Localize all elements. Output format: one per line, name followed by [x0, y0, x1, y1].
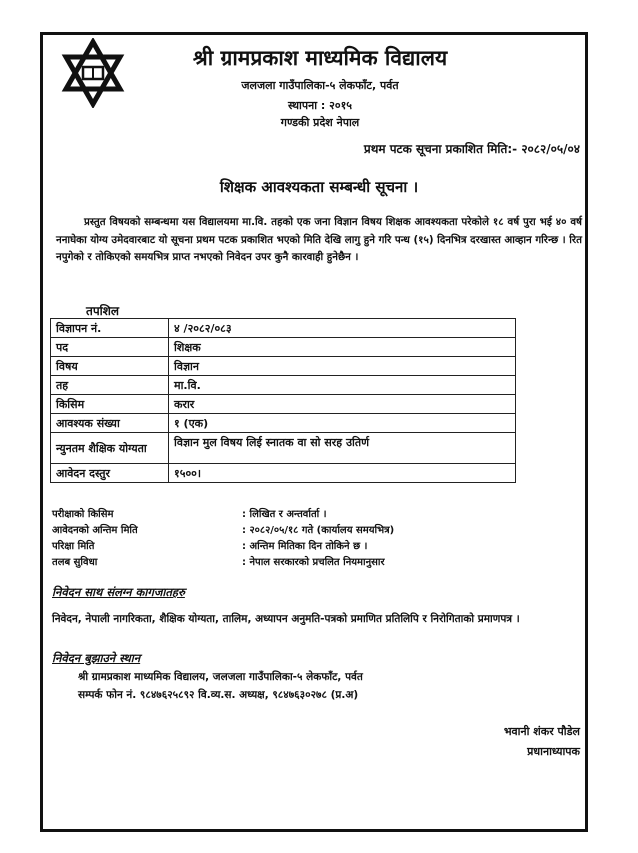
publication-date: [364, 140, 580, 157]
signatory-name: भवानी शंकर पौडेल: [503, 725, 580, 738]
established-year: स्थापना : २०१५: [287, 99, 353, 112]
detail-key: तह: [51, 376, 169, 395]
documents-title: निवेदन साथ संलग्न कागजातहरु: [52, 585, 185, 599]
table-row: [51, 376, 516, 395]
extra-label: परीक्षाको किसिम: [52, 509, 114, 520]
detail-key: पद: [51, 338, 169, 357]
notice-title: शिक्षक आवश्यकता सम्बन्धी सूचना ।: [219, 178, 419, 196]
table-row: [51, 338, 516, 357]
extra-label: परिक्षा मिति: [52, 541, 95, 552]
publication-label: प्रथम पटक सूचना प्रकाशित मिति:-: [363, 142, 518, 156]
publication-date-value: २०८२/०५/०४: [521, 142, 580, 156]
submission-contact: सम्पर्क फोन नं. ९८४७६२५८९२ वि.व्य.स. अध्यक्ष, ९८४७६३०२७८ (प्र.अ): [78, 689, 359, 701]
extra-value: : अन्तिम मितिका दिन तोकिने छ ।: [242, 541, 368, 552]
school-logo-star-icon: [58, 38, 128, 108]
table-row: [51, 464, 516, 483]
detail-key: विषय: [51, 357, 169, 376]
detail-value: करार: [169, 395, 516, 414]
extra-label: तलब सुविधा: [52, 557, 98, 568]
school-address: जलजला गाउँपालिका-५ लेकफाँट, पर्वत: [241, 79, 399, 92]
province: गण्डकी प्रदेश नेपाल: [280, 116, 360, 129]
signatory-title: प्रधानाध्यापक: [527, 745, 580, 758]
detail-value: मा.वि.: [169, 376, 516, 395]
table-row: [51, 433, 516, 464]
details-heading: तपशिल: [86, 304, 120, 318]
detail-value: १५००।: [169, 464, 516, 483]
details-table: [50, 318, 516, 483]
school-name: श्री ग्रामप्रकाश माध्यमिक विद्यालय: [192, 46, 448, 70]
salary-row: [52, 554, 592, 568]
extra-value: : लिखित र अन्तर्वार्ता ।: [242, 509, 327, 520]
extra-value: : २०८२/०५/१८ गते (कार्यालय समयभित्र): [242, 525, 395, 536]
detail-value: विज्ञान: [169, 357, 516, 376]
notice-body: प्रस्तुत विषयको सम्बन्धमा यस विद्यालयमा मा.वि. तहको एक जना विज्ञान विषय शिक्षक आवश्यकता परेकोले १८ वर्ष पुरा भई ४० वर्ष ननाघेका योग्य उमेदवारबाट यो सूचना प्रथम पटक प्रकाशित भएको मिति देखि लागु हुने गरि पन्ध (१५) दिनभित्र दरखास्त आव्हान गरिन्छ । रित नपुगेको र तोकिएको समयभित्र प्राप्त नभएको निवेदन उपर कुनै कारवाही हुनेछैन ।: [56, 216, 582, 263]
submission-place: श्री ग्रामप्रकाश माध्यमिक विद्यालय, जलजला गाउँपालिका-५ लेकफाँट, पर्वत: [78, 671, 363, 683]
documents-text: निवेदन, नेपाली नागरिकता, शैक्षिक योग्यता, तालिम, अध्यापन अनुमति-पत्रको प्रमाणित प्रतिलिपि र निरोगिताको प्रमाणपत्र ।: [52, 613, 520, 625]
detail-key: विज्ञापन नं.: [51, 319, 169, 338]
extra-value: : नेपाल सरकारको प्रचलित नियमानुसार: [242, 557, 385, 568]
extra-label: आवेदनको अन्तिम मिति: [52, 525, 138, 536]
exam-type-row: [52, 506, 592, 520]
exam-date-row: [52, 538, 592, 552]
submission-title: निवेदन बुझाउने स्थान: [52, 651, 141, 665]
table-row: [51, 395, 516, 414]
detail-value: ४ /२०८२/०८३: [169, 319, 516, 338]
detail-key: आवश्यक संख्या: [51, 414, 169, 433]
detail-value: १ (एक): [169, 414, 516, 433]
table-row: [51, 319, 516, 338]
detail-value: विज्ञान मुल विषय लिई स्नातक वा सो सरह उतिर्ण: [169, 433, 516, 464]
detail-key: आवेदन दस्तुर: [51, 464, 169, 483]
detail-key: किसिम: [51, 395, 169, 414]
table-row: [51, 357, 516, 376]
table-row: [51, 414, 516, 433]
detail-key: न्युनतम शैक्षिक योग्यता: [51, 433, 169, 464]
deadline-row: [52, 522, 592, 536]
detail-value: शिक्षक: [169, 338, 516, 357]
